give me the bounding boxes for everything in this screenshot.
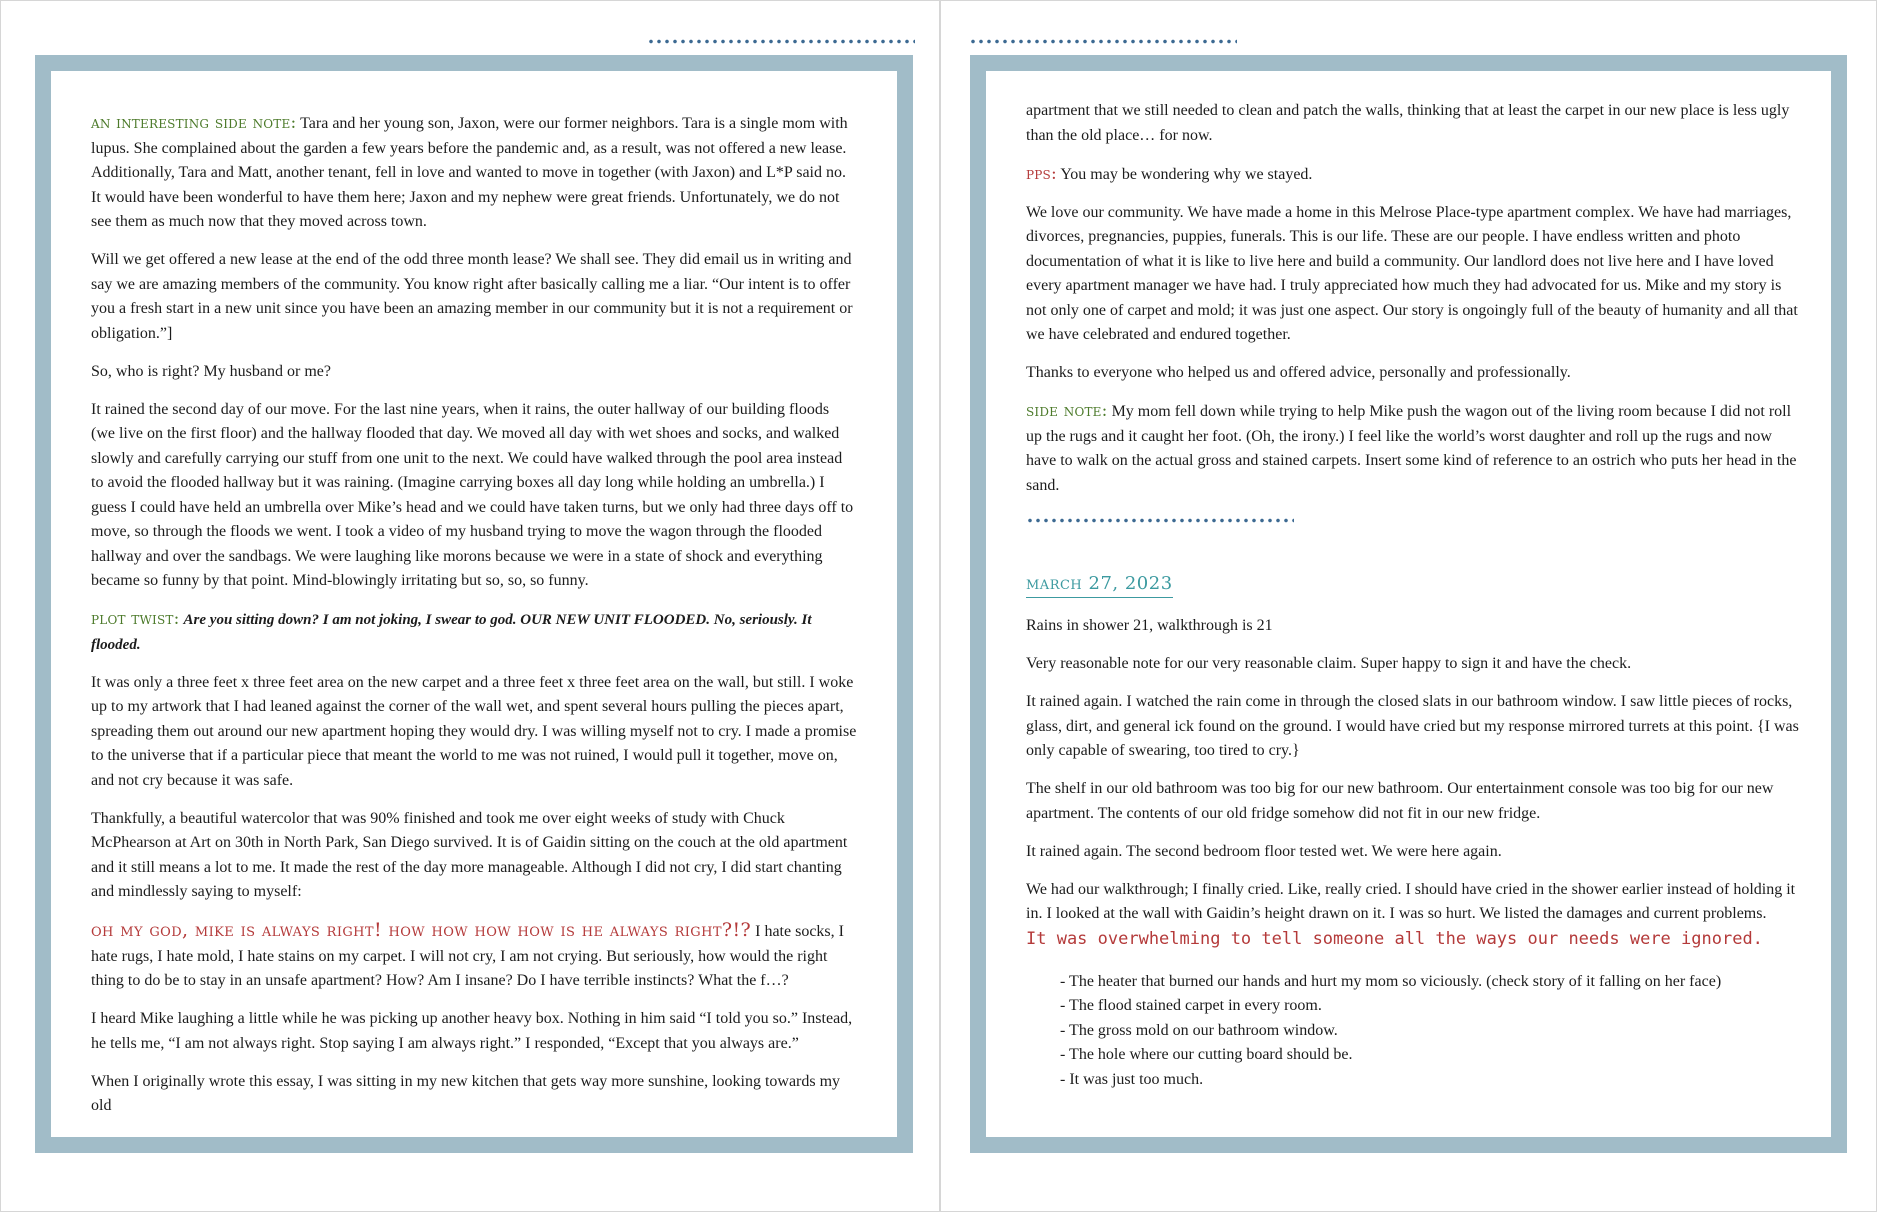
date-heading: march 27, 2023 [1026, 573, 1173, 598]
list-item: - The flood stained carpet in every room. [1060, 997, 1322, 1014]
dotted-divider-top [969, 39, 1237, 44]
plot-twist-heading: plot twist: [91, 609, 180, 629]
original-paragraph: When I originally wrote this essay, I was sitting in my new kitchen that gets way more sunshine, looking towards my old [91, 1072, 841, 1114]
lease-paragraph: Will we get offered a new lease at the end of the odd three month lease? We shall see. They did email us in writing and say we are amazing members of the community. You know right after basically calling me a liar. “Our intent is to offer you a fresh start in a new unit since you have been an amazing member in our community but it is not a requirement or obligation.”] [91, 251, 853, 342]
rained-paragraph: It rained again. I watched the rain come in through the closed slats in our bathroom window. I saw little pieces of rocks, glass, dirt, and general ick found on the ground. I would have cried but my response mirrored turrets at this point. {I was only capable of swearing, too tired to cry.} [1026, 693, 1799, 759]
continuation-paragraph: apartment that we still needed to clean and patch the walls, thinking that at least the carpet in our new place is less ugly than the old place… for now. [1026, 102, 1790, 144]
left-page-frame [35, 55, 913, 1153]
note-paragraph: Very reasonable note for our very reasonable claim. Super happy to sign it and have the check. [1026, 655, 1632, 672]
pps-heading: pps: [1026, 163, 1057, 184]
walkthrough-text: We had our walkthrough; I finally cried. Like, really cried. I should have cried in the shower earlier instead of holding it in. I looked at the wall with Gaidin’s height drawn on it. I was so hurt. We listed the damages and current problems. [1026, 880, 1796, 922]
right-page [940, 0, 1877, 1212]
omg-text: I hate socks, I hate rugs, I hate mold, I hate stains on my carpet. I will not cry, I am not crying. But seriously, how would the right thing to do be to stay in an unsafe apartment? How? Am I insane? Do I have terrible instincts? What the f…? [91, 923, 844, 989]
rain-paragraph: It rained the second day of our move. For the last nine years, when it rains, the outer hallway of our building floods (we live on the first floor) and the hallway flooded that day. We moved all day with wet shoes and socks, and walked slowly and carefully carrying our stuff from one unit to the next. We could have walked through the pool area instead to avoid the flooded hallway but it was raining. (Imagine carrying boxes all day long while holding an umbrella.) I guess I could have held an umbrella over Mike’s head and we could have taken turns, but we only had three days off to move, so through the floods we went. I took a video of my husband trying to move the wagon through the flooded hallway and over the sandbags. We were laughing like morons because we were in a state of shock and everything became so funny by that point. Mind-blowingly irritating but so, so, so funny. [91, 400, 854, 589]
omg-paragraph [91, 918, 857, 994]
side-note-heading: an interesting side note: [91, 113, 297, 133]
dotted-divider-top [647, 39, 915, 44]
pps-paragraph [1026, 162, 1801, 188]
area-paragraph: It was only a three feet x three feet area on the new carpet and a three feet x three feet area on the wall, but still. I woke up to my artwork that I had leaned against the corner of the wall wet, and spent several hours pulling the pieces apart, spreading them out around our new apartment hoping they would dry. I was willing myself not to cry. I made a promise to the universe that if a particular piece that meant the world to me was not ruined, I would pull it together, move on, and not cry because it was safe. [91, 673, 857, 789]
handwritten-note: It was overwhelming to tell someone all the ways our needs were ignored. [1026, 928, 1763, 949]
left-page-content [51, 71, 897, 1137]
list-item: - The gross mold on our bathroom window. [1060, 1021, 1338, 1039]
list-item: - The heater that burned our hands and hurt my mom so viciously. (check story of it falling on her face) [1060, 972, 1722, 990]
omg-heading: oh my god, mike is always right! how how how how is he always right?!? [91, 919, 752, 941]
side-note-text: My mom fell down while trying to help Mike push the wagon out of the living room because I did not roll up the rugs and it caught her foot. (Oh, the irony.) I feel like the world’s worst daughter and roll up the rugs and now have to walk on the actual gross and stained carpets. Insert some kind of reference to an ostrich who puts her head in the sand. [1026, 403, 1797, 494]
plot-twist-paragraph [91, 607, 857, 657]
damage-list [1026, 970, 1801, 1093]
side-note-paragraph [91, 111, 857, 235]
list-item: - It was just too much. [1060, 1070, 1204, 1088]
date-heading-wrap [1026, 573, 1801, 598]
side-note-text: Tara and her young son, Jaxon, were our former neighbors. Tara is a single mom with lupus. She complained about the garden a few years before the pandemic and, as a result, was not offered a new lease. Additionally, Tara and Matt, another tenant, fell in love and wanted to move in together (with Jaxon) and L*P said no. It would have been wonderful to have them here; Jaxon and my nephew were great friends. Unfortunately, we do not see them as much now that they moved across town. [91, 115, 848, 230]
shelf-paragraph: The shelf in our old bathroom was too big for our new bathroom. Our entertainment console was too big for our new apartment. The contents of our old fridge somehow did not fit in our new fridge. [1026, 780, 1774, 822]
right-page-frame [970, 55, 1847, 1153]
watercolor-paragraph: Thankfully, a beautiful watercolor that was 90% finished and took me over eight weeks of study with Chuck McPhearson at Art on 30th in North Park, San Diego survived. It is of Gaidin sitting on the couch at the old apartment and it still means a lot to me. It made the rest of the day more manageable. Although I did not cry, I did start chanting and mindlessly saying to myself: [91, 809, 848, 900]
pps-text: You may be wondering why we stayed. [1060, 165, 1313, 183]
shower-paragraph: Rains in shower 21, walkthrough is 21 [1026, 617, 1273, 634]
dotted-divider [1026, 518, 1294, 523]
laugh-paragraph: I heard Mike laughing a little while he was picking up another heavy box. Nothing in him said “I told you so.” Instead, he tells me, “I am not always right. Stop saying I am always right.” I responded, “Except that you always are.” [91, 1010, 853, 1052]
plot-twist-text: Are you sitting down? I am not joking, I swear to god. OUR NEW UNIT FLOODED. No, seriously. It flooded. [91, 612, 812, 653]
community-paragraph: We love our community. We have made a home in this Melrose Place-type apartment complex. We have had marriages, divorces, pregnancies, puppies, funerals. This is our life. These are our people. I have endless written and photo documentation of what it is like to live here and build a community. Our landlord does not live here and I have loved every apartment manager we have had. I truly appreciated how much they had advocated for us. Mike and my story is not only one of carpet and mold; it was just one aspect. Our story is ongoingly full of the beauty of humanity and all that we have celebrated and endured together. [1026, 203, 1798, 343]
side-note-paragraph [1026, 399, 1801, 498]
right-page-content [986, 71, 1831, 1137]
walkthrough-paragraph [1026, 878, 1801, 952]
bedroom-paragraph: It rained again. The second bedroom floor tested wet. We were here again. [1026, 842, 1502, 860]
list-item: - The hole where our cutting board should be. [1060, 1046, 1353, 1063]
thanks-paragraph: Thanks to everyone who helped us and offered advice, personally and professionally. [1026, 364, 1571, 381]
left-page [0, 0, 940, 1212]
who-paragraph: So, who is right? My husband or me? [91, 362, 331, 380]
side-note-heading: side note: [1026, 401, 1108, 421]
